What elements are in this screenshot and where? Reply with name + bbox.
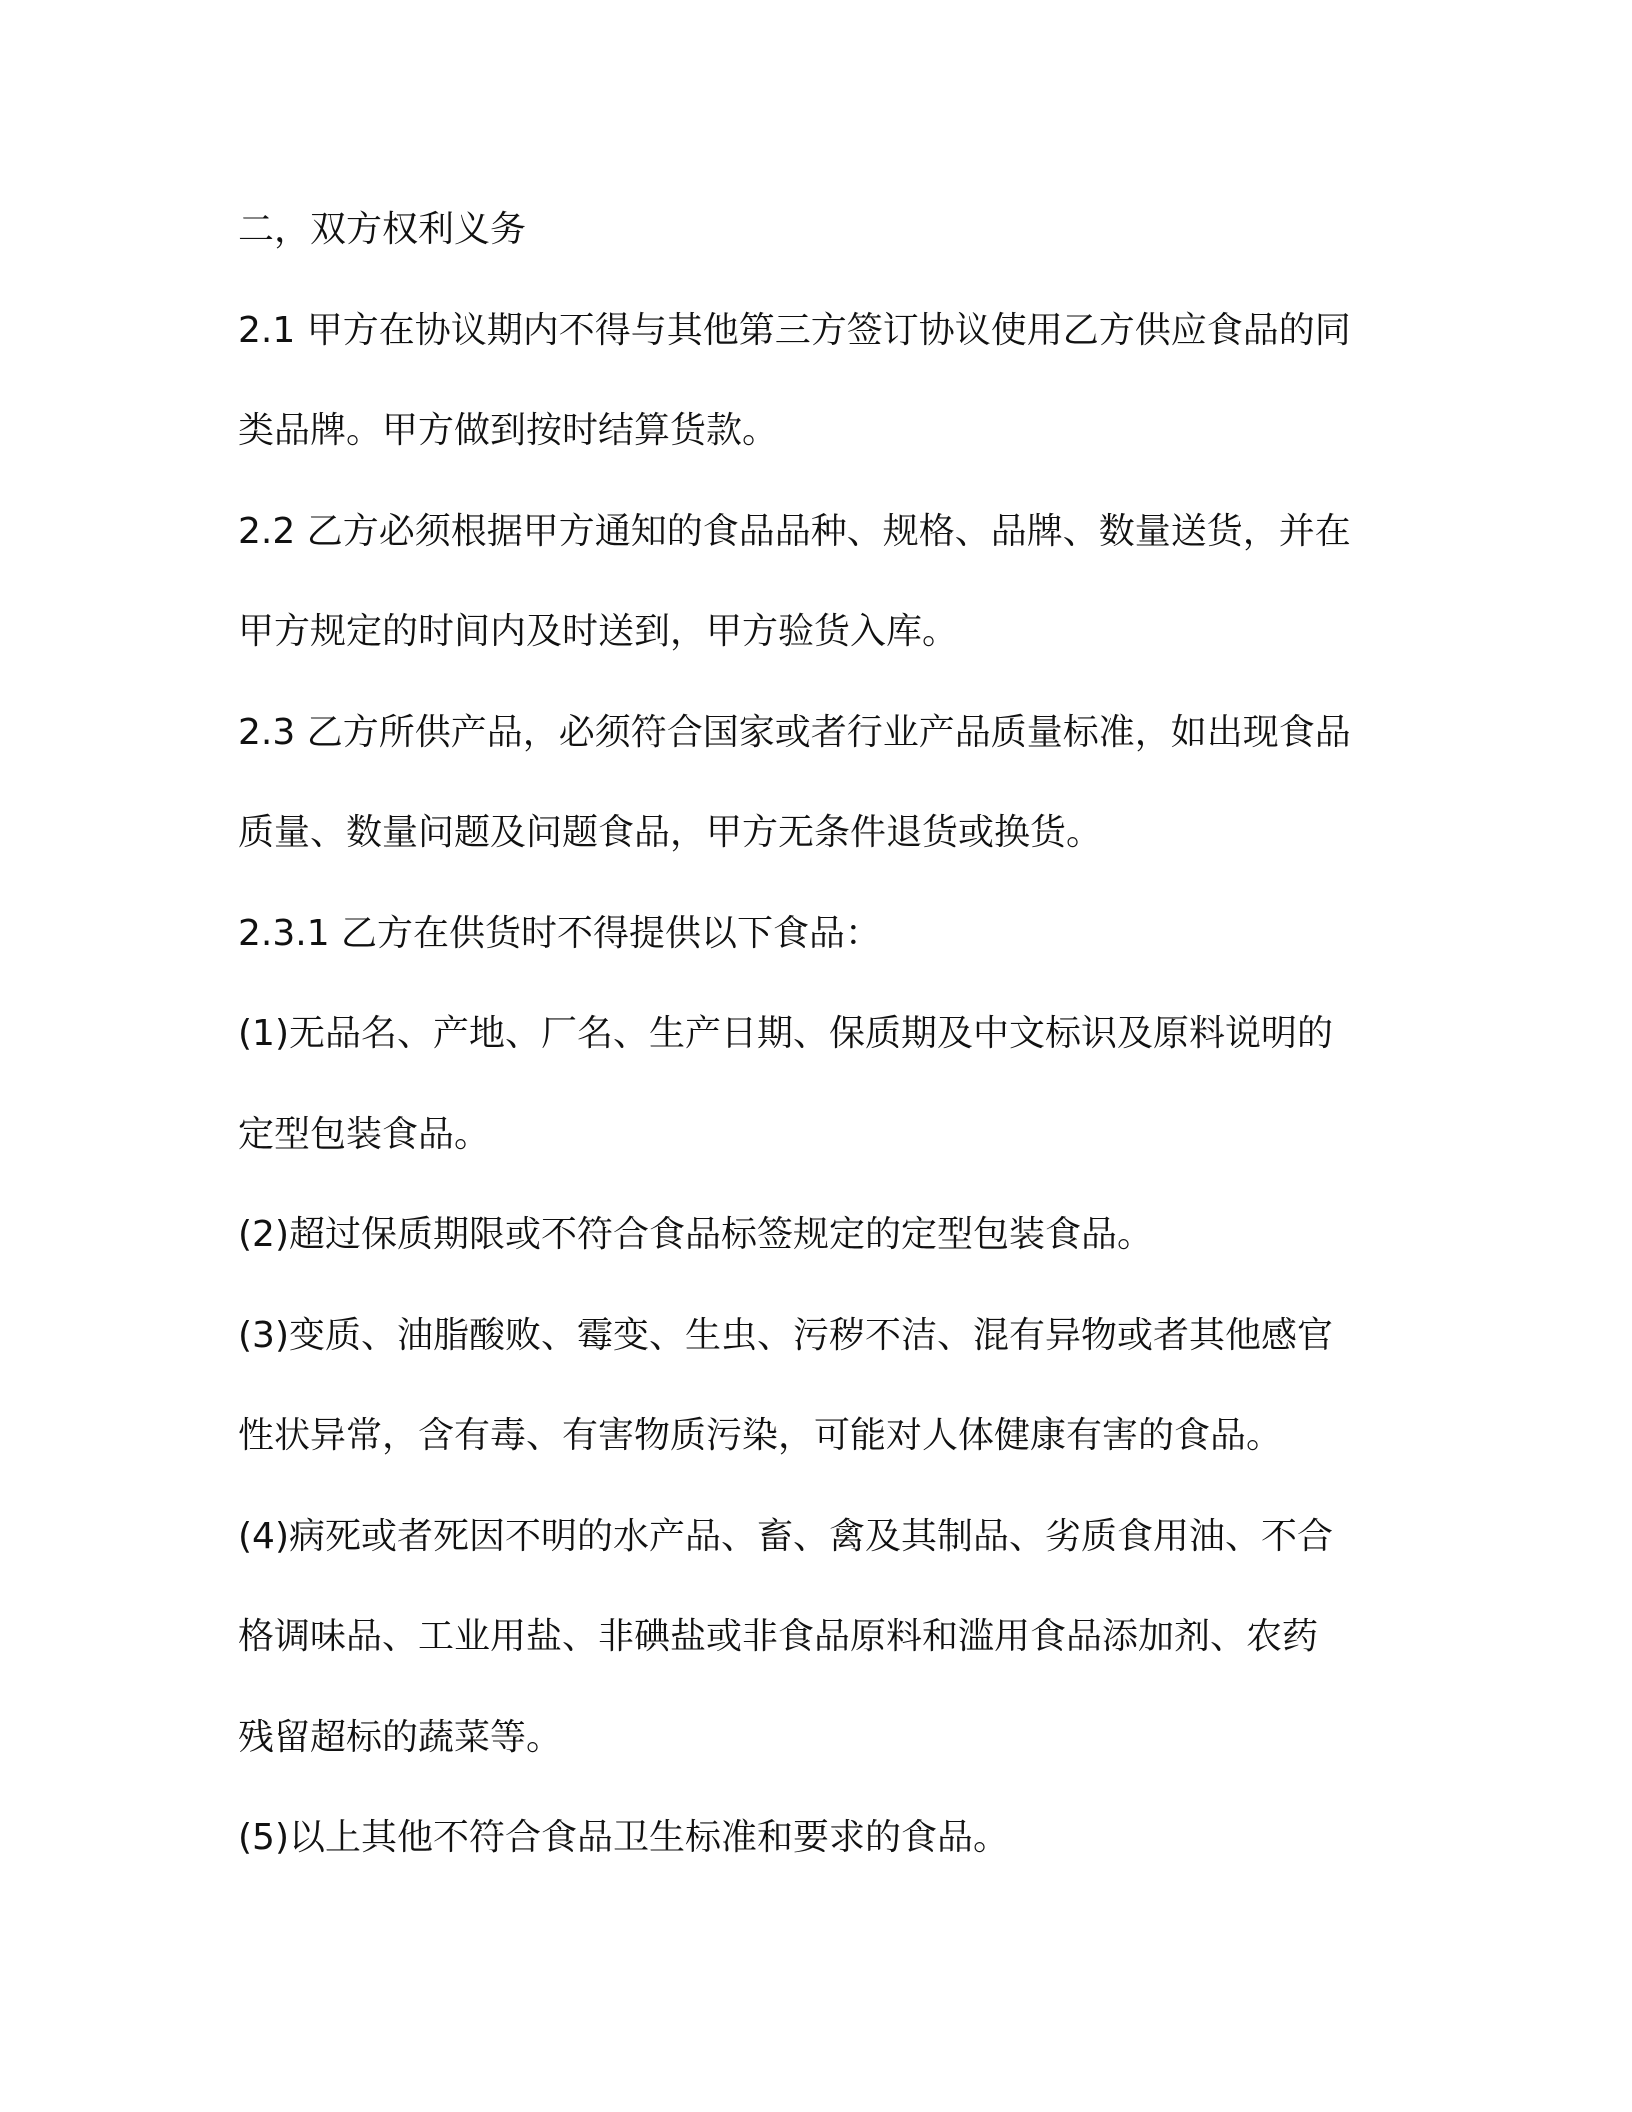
list-item-5 — [238, 1788, 1398, 1889]
clause-line: 格调味品、工业用盐、非碘盐或非食品原料和滥用食品添加剂、农药 — [238, 1616, 1319, 1657]
document-body — [238, 180, 1398, 1889]
clause-line: 2.1 甲方在协议期内不得与其他第三方签订协议使用乙方供应食品的同 — [238, 309, 1351, 351]
clause-line: 性状异常，含有毒、有害物质污染，可能对人体健康有害的食品。 — [238, 1415, 1283, 1456]
clause-line: (5)以上其他不符合食品卫生标准和要求的食品。 — [238, 1817, 1009, 1858]
clause-line: 2.3.1 乙方在供货时不得提供以下食品： — [238, 912, 882, 954]
clause-line: 甲方规定的时间内及时送到，甲方验货入库。 — [238, 611, 959, 652]
clause-line: (3)变质、油脂酸败、霉变、生虫、污秽不洁、混有异物或者其他感官 — [238, 1314, 1333, 1356]
clause-line: (4)病死或者死因不明的水产品、畜、禽及其制品、劣质食用油、不合 — [238, 1515, 1333, 1557]
section-heading: 二，双方权利义务 — [238, 209, 527, 250]
clause-line: 残留超标的蔬菜等。 — [238, 1716, 563, 1758]
list-item-1 — [238, 984, 1398, 1185]
clause-line: 质量、数量问题及问题食品，甲方无条件退货或换货。 — [238, 812, 1103, 853]
clause-2-2 — [238, 482, 1398, 683]
clause-2-3 — [238, 683, 1398, 884]
list-item-3 — [238, 1286, 1398, 1487]
clause-line: (2)超过保质期限或不符合食品标签规定的定型包装食品。 — [238, 1214, 1153, 1255]
clause-line: 2.2 乙方必须根据甲方通知的食品品种、规格、品牌、数量送货，并在 — [238, 510, 1351, 552]
clause-2-1 — [238, 281, 1398, 482]
clause-line: 2.3 乙方所供产品，必须符合国家或者行业产品质量标准，如出现食品 — [238, 711, 1351, 753]
clause-2-3-1 — [238, 884, 1398, 985]
clause-line: 类品牌。甲方做到按时结算货款。 — [238, 410, 779, 451]
clause-line: (1)无品名、产地、厂名、生产日期、保质期及中文标识及原料说明的 — [238, 1013, 1333, 1054]
list-item-4 — [238, 1487, 1398, 1789]
clause-line: 定型包装食品。 — [238, 1113, 491, 1155]
list-item-2 — [238, 1185, 1398, 1286]
